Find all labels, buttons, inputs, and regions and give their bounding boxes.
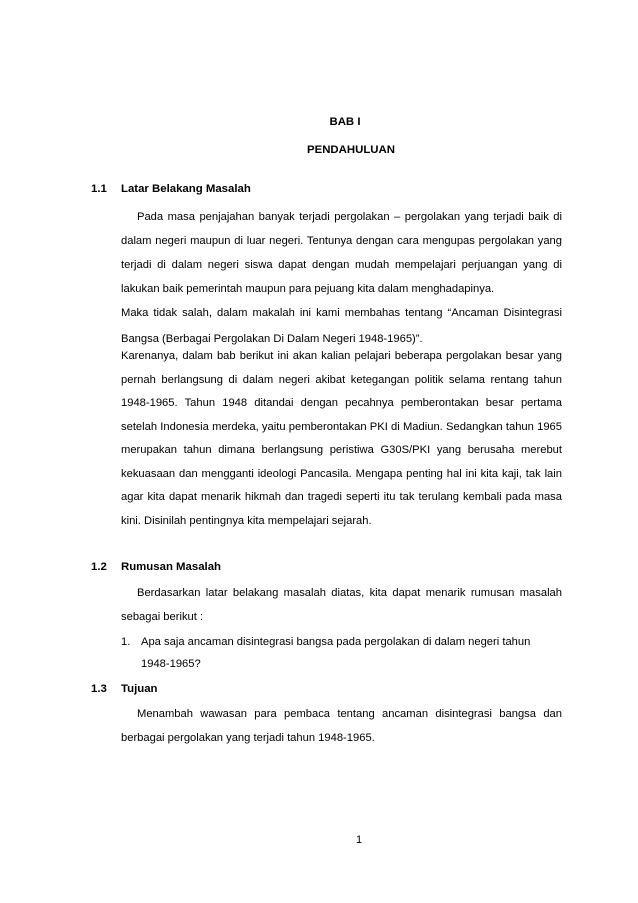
section-number: 1.2	[91, 561, 107, 573]
section-title: Rumusan Masalah	[121, 561, 222, 573]
section-number: 1.1	[91, 183, 107, 195]
paragraph: Maka tidak salah, dalam makalah ini kami membahas tentang “Ancaman Disintegrasi Bangsa (Berbagai Pergolakan Di Dalam Negeri 1948-1965)”.	[121, 307, 562, 345]
section-title: Latar Belakang Masalah	[121, 183, 251, 195]
paragraph: Pada masa penjajahan banyak terjadi pergolakan – pergolakan yang terjadi baik di dalam negeri maupun di luar negeri. Tentunya dengan cara mengupas pergolakan yang terjadi di dalam negeri siswa dapat dengan mudah mempelajari perjuangan yang di lakukan baik pemerintah maupun para pejuang kita dalam menghadapinya.	[121, 211, 562, 295]
chapter-heading: BAB I	[329, 116, 361, 128]
chapter-title: PENDAHULUAN	[307, 144, 395, 156]
list-item	[121, 631, 562, 675]
page-number: 1	[355, 834, 363, 846]
paragraph: Karenanya, dalam bab berikut ini akan kalian pelajari beberapa pergolakan besar yang pernah berlangsung di dalam negeri akibat ketegangan politik selama rentang tahun 1948-1965. Tahun 1948 ditandai dengan pecahnya pemberontakan besar pertama setelah Indonesia merdeka, yaitu pemberontakan PKI di Madiun. Sedangkan tahun 1965 merupakan tahun dimana berlangsung peristiwa G30S/PKI yang berusaha merebut kekuasaan dan mengganti ideologi Pancasila. Mengapa penting hal ini kita kaji, tak lain agar kita dapat menarik hikmah dan tragedi seperti itu tak terulang kembali pada masa kini. Disinilah pentingnya kita mempelajari sejarah.	[121, 350, 562, 527]
list-text-continuation: 1948-1965?	[141, 658, 201, 670]
paragraph: Menambah wawasan para pembaca tentang ancaman disintegrasi bangsa dan berbagai pergolakan yang terjadi tahun 1948-1965.	[121, 708, 562, 744]
list-number: 1.	[121, 636, 131, 648]
list-text: Apa saja ancaman disintegrasi bangsa pada pergolakan di dalam negeri tahun	[141, 636, 531, 648]
section-title: Tujuan	[121, 683, 158, 695]
section-number: 1.3	[91, 683, 107, 695]
paragraph: Berdasarkan latar belakang masalah diatas, kita dapat menarik rumusan masalah sebagai berikut :	[121, 587, 562, 623]
